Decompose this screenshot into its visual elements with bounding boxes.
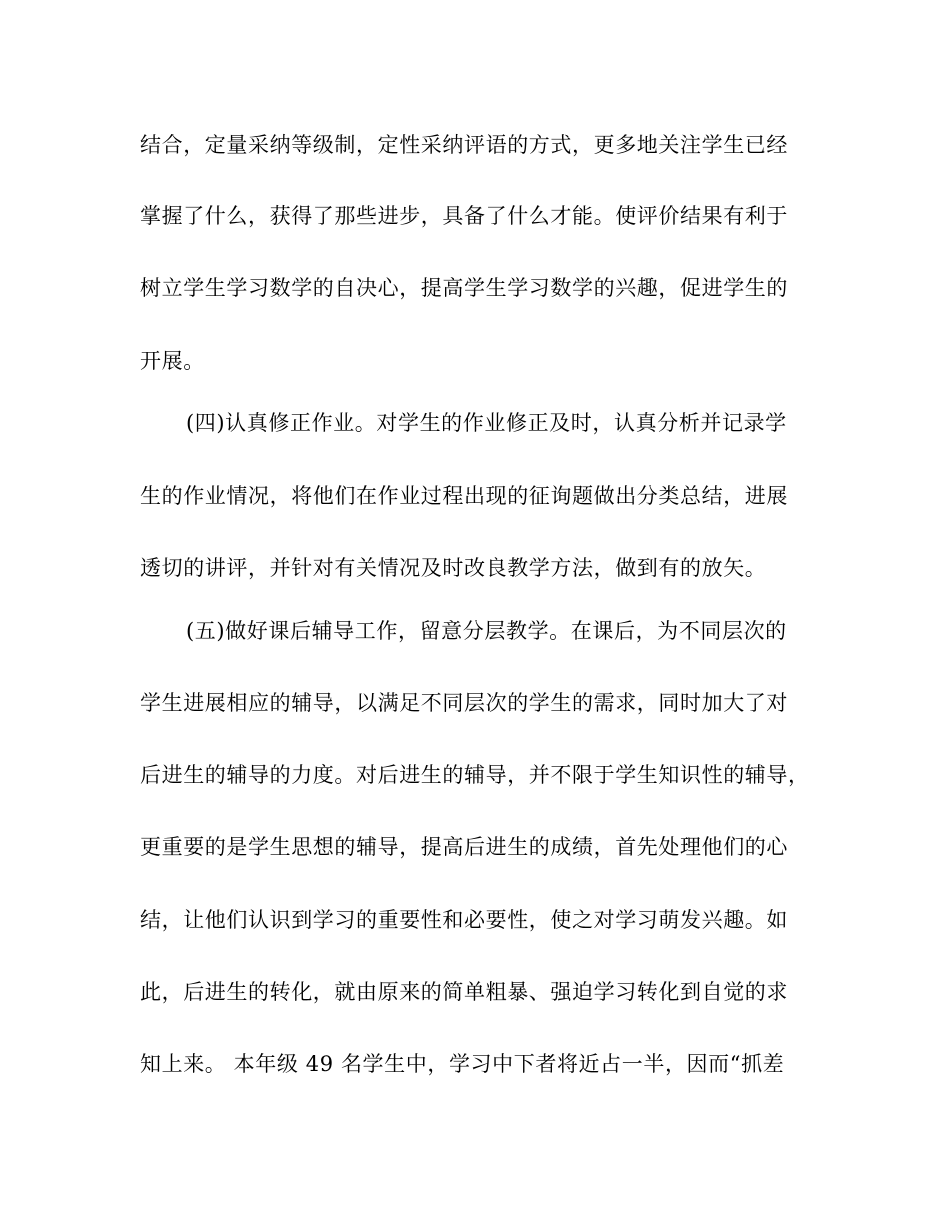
text-line: 更重要的是学生思想的辅导，提高后进生的成绩，首先处理他们的心 xyxy=(140,835,788,859)
text-line: 学生进展相应的辅导，以满足不同层次的学生的需求，同时加大了对 xyxy=(140,691,788,715)
text-line: 树立学生学习数学的自决心，提高学生学习数学的兴趣，促进学生的 xyxy=(140,276,788,300)
text-line: 生的作业情况，将他们在作业过程出现的征询题做出分类总结，进展 xyxy=(140,484,788,508)
text-line: 结合，定量采纳等级制，定性采纳评语的方式，更多地关注学生已经 xyxy=(140,133,788,157)
text-line: 开展。 xyxy=(140,349,205,373)
text-line: 结，让他们认识到学习的重要性和必要性，使之对学习萌发兴趣。如 xyxy=(140,908,788,932)
text-line: 透切的讲评，并针对有关情况及时改良教学方法，做到有的放矢。 xyxy=(140,556,767,580)
text-line: 后进生的辅导的力度。对后进生的辅导，并不限于学生知识性的辅导， xyxy=(140,763,810,787)
text-line: 掌握了什么，获得了那些进步，具备了什么才能。使评价结果有利于 xyxy=(140,204,788,228)
paragraph-start-line: (五)做好课后辅导工作，留意分层教学。在课后，为不同层次的 xyxy=(186,619,787,643)
text-line: 知上来。 本年级 49 名学生中，学习中下者将近占一半，因而“抓差 xyxy=(140,1052,785,1076)
paragraph-start-line: (四)认真修正作业。对学生的作业修正及时，认真分析并记录学 xyxy=(186,411,787,435)
text-line: 此，后进生的转化，就由原来的简单粗暴、强迫学习转化到自觉的求 xyxy=(140,980,788,1004)
